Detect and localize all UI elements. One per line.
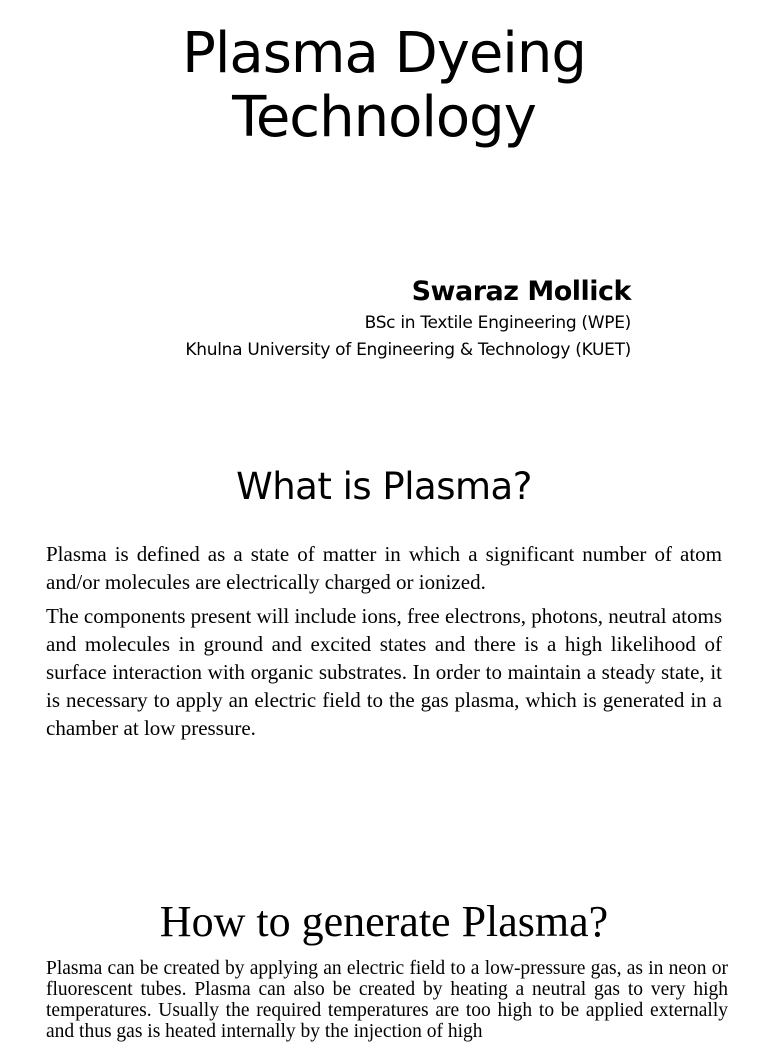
paragraph: The components present will include ions, free electrons, photons, neutral atoms and molecules in ground and excited states and there is a high likelihood of surface interaction with organic substrates. In order to maintain a steady state, it is necessary to apply an electric field to the gas plasma, which is generated in a chamber at low pressure. <box>46 604 722 740</box>
slide-title: How to generate Plasma? <box>159 897 609 946</box>
title-line-1: Plasma Dyeing <box>182 21 586 86</box>
what-is-plasma-slide <box>0 432 768 864</box>
paragraph: Plasma is defined as a state of matter in which a significant number of atom and/or molecules are electrically charged or ionized. <box>46 542 722 594</box>
author-institution: Khulna University of Engineering & Technology (KUET) <box>185 340 631 360</box>
how-to-generate-plasma-slide <box>0 864 768 1042</box>
slide-body <box>46 540 722 748</box>
title-slide <box>0 0 768 432</box>
author-degree: BSc in Textile Engineering (WPE) <box>364 313 631 333</box>
author-name: Swaraz Mollick <box>411 276 631 307</box>
presentation-title <box>0 22 768 150</box>
paragraph: Plasma can be created by applying an electric field to a low-pressure gas, as in neon or fluorescent tubes. Plasma can also be created by heating a neutral gas to very high temperatures. Usually the required temperatures are too high to be applied externally and thus gas is heated internally by the injection of high <box>46 958 728 1042</box>
slide-title: What is Plasma? <box>236 465 532 508</box>
title-line-2: Technology <box>232 85 536 150</box>
author-block <box>185 274 631 364</box>
